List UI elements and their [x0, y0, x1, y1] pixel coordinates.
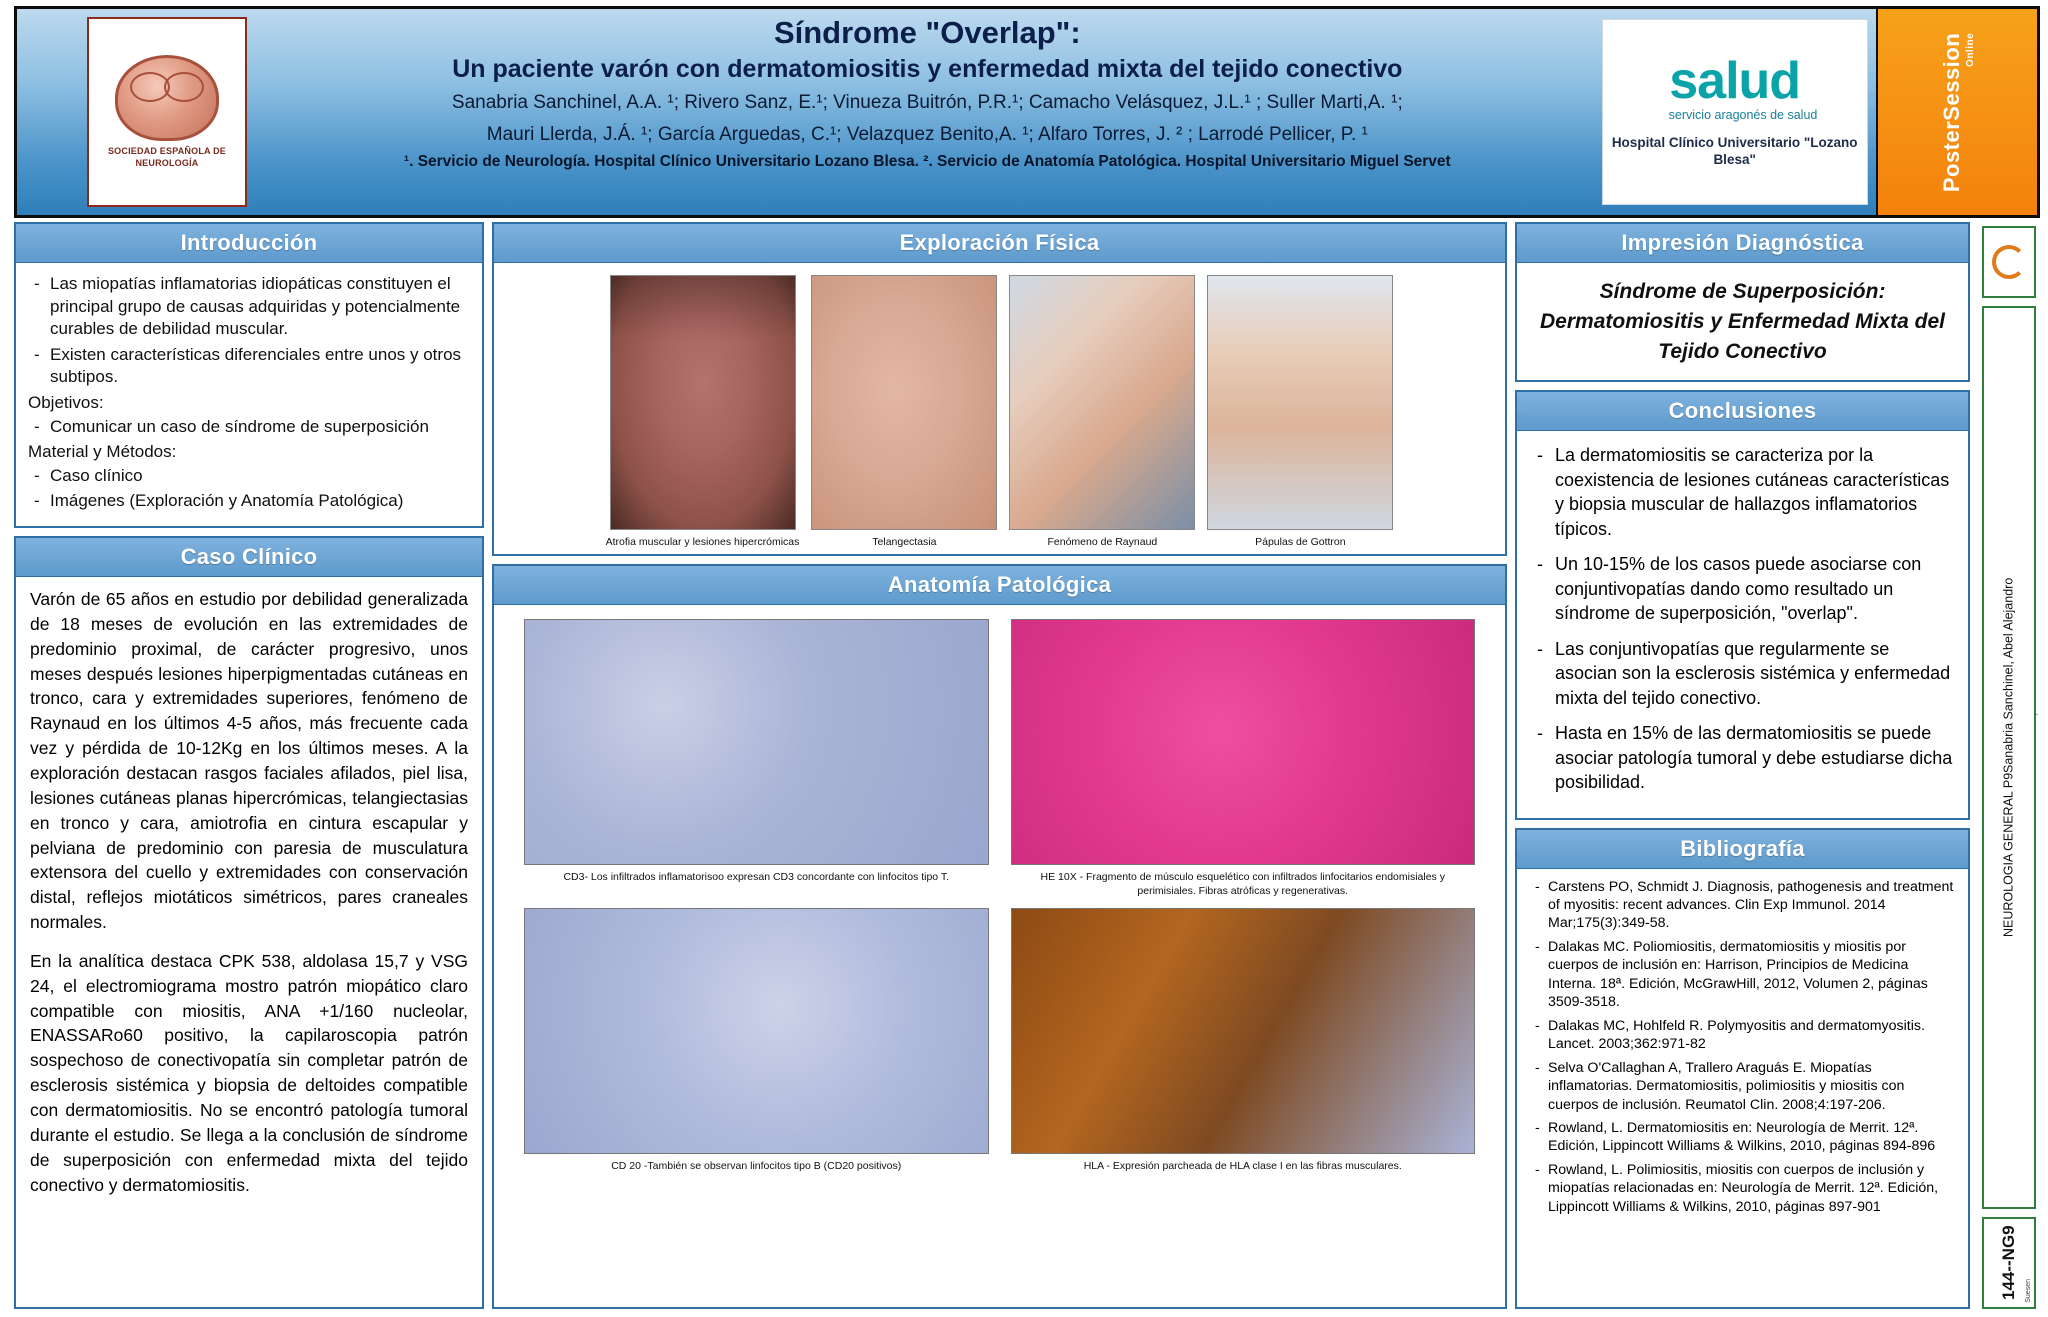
photo-atrofia: [610, 275, 796, 530]
conclusiones-body: [1517, 431, 1968, 817]
histology-cell: [524, 908, 989, 1174]
side-strip: [1978, 222, 2040, 1309]
poster-title-line1: Síndrome "Overlap":: [773, 15, 1081, 50]
panel-anatomia-patologica: [492, 564, 1507, 1309]
list-item: - Caso clínico: [28, 465, 470, 488]
impresion-text: Síndrome de Superposición: Dermatomiositis y Enfermedad Mixta del Tejido Conectivo: [1540, 280, 1945, 363]
caso-clinico-body: [16, 577, 482, 1205]
sen-logo-label: SOCIEDAD ESPAÑOLA DE NEUROLOGÍA: [107, 146, 226, 168]
anatomia-title: Anatomía Patológica: [494, 566, 1505, 605]
anatomia-image-grid: [494, 605, 1505, 1186]
authors-line-1: Sanabria Sanchinel, A.A. ¹; Rivero Sanz, E.¹; Vinueza Buitrón, P.R.¹; Camacho Velásquez, J.L.¹ ; Suller Marti,A. ¹;: [451, 92, 1403, 114]
poster-body: [0, 222, 2048, 1317]
left-column: [14, 222, 484, 1309]
impresion-title: Impresión Diagnóstica: [1517, 224, 1968, 263]
photo-cell: [606, 275, 800, 548]
title-block: [257, 9, 1598, 215]
list-item: - Rowland, L. Polimiositis, miositis con cuerpos de inclusión y miopatías relacionadas en: Neurología de Merrit. 12ª. Edición, Lippincott Williams & Wilkins, 2010, páginas 897-901: [1529, 1161, 1956, 1216]
poster-online-text: PosterSession: [1938, 32, 1964, 192]
histology-caption: HLA - Expresión parcheada de HLA clase I en las fibras musculares.: [1083, 1160, 1402, 1173]
photo-cell: [1207, 275, 1393, 548]
material-list: [28, 465, 470, 513]
sidebar-author: Sanabria Sanchinel, Abel Alejandro: [2001, 577, 2016, 774]
list-item: - Comunicar un caso de síndrome de superposición: [28, 416, 470, 439]
photo-cell: [1009, 275, 1195, 548]
objetivos-list: [28, 416, 470, 439]
histology-cell: [524, 619, 989, 898]
affiliations: ¹. Servicio de Neurología. Hospital Clínico Universitario Lozano Blesa. ². Servicio de Anatomía Patológica. Hospital Universitario Miguel Servet: [403, 153, 1451, 171]
list-item: - Carstens PO, Schmidt J. Diagnosis, pathogenesis and treatment of myositis: recent advances. Clin Exp Immunol. 2014 Mar;175(3):349-58.: [1529, 878, 1956, 933]
photo-raynaud: [1009, 275, 1195, 530]
caso-paragraph-2: En la analítica destaca CPK 538, aldolasa 15,7 y VSG 24, el electromiograma mostro patrón miopático claro compatible con miositis, ANA +1/160 nucleolar, ENASSARo60 positivo, la capilaroscopia patrón sospechoso de conectivopatía sin completar patrón de esclerosis sistémica y biopsia de deltoides compatible con dermatomiositis. No se encontró patología tumoral durante el estudio. Se llega a la conclusión de síndrome de superposición con enfermedad mixta del tejido conectivo y dermatomiositis.: [30, 950, 468, 1195]
sidebar-code: 144--NG9: [1982, 1217, 2036, 1309]
panel-exploracion-fisica: [492, 222, 1507, 556]
right-column: [1515, 222, 1970, 1309]
poster-online-banner: [1876, 9, 2037, 215]
photo-caption: Atrofia muscular y lesiones hipercrómicas: [605, 536, 800, 548]
histology-caption: HE 10X - Fragmento de músculo esquelético con infiltrados linfocitarios endomisiales y perimisiales. Fibras atróficas y regenerativas.: [1040, 871, 1445, 897]
panel-introduccion: [14, 222, 484, 528]
histology-hla: [1011, 908, 1476, 1154]
list-item: - Hasta en 15% de las dermatomiositis se puede asociar patología tumoral y debe estudiarse dicha posibilidad.: [1531, 721, 1954, 794]
photo-cell: [811, 275, 997, 548]
histology-cell: [1011, 908, 1476, 1174]
circle-logo-icon: [1992, 245, 2026, 279]
panel-impresion-diagnostica: [1515, 222, 1970, 382]
histology-cd3: [524, 619, 989, 865]
bibliografia-body: [1517, 869, 1968, 1231]
list-item: - Dalakas MC, Hohlfeld R. Polymyositis and dermatomyositis. Lancet. 2003;362:971-82: [1529, 1017, 1956, 1054]
introduccion-body: [16, 263, 482, 526]
exploracion-title: Exploración Física: [494, 224, 1505, 263]
poster-online-label: [1939, 32, 1976, 191]
conclusiones-title: Conclusiones: [1517, 392, 1968, 431]
photo-caption: Telangectasia: [872, 536, 937, 548]
salud-hospital-name: Hospital Clínico Universitario "Lozano Blesa": [1611, 135, 1858, 167]
list-item: - Las miopatías inflamatorias idiopáticas constituyen el principal grupo de causas adquiridas y potencialmente curables de debilidad muscular.: [28, 273, 470, 341]
histology-cell: [1011, 619, 1476, 898]
introduccion-bullets: [28, 273, 470, 389]
list-item: - Un 10-15% de los casos puede asociarse con conjuntivopatías dando como resultado un síndrome de superposición, "overlap".: [1531, 552, 1954, 625]
list-item: - La dermatomiositis se caracteriza por la coexistencia de lesiones cutáneas características y biopsia muscular de hallazgos inflamatorios típicos.: [1531, 443, 1954, 541]
photo-caption: Pápulas de Gottron: [1255, 536, 1346, 548]
list-item: - Dalakas MC. Poliomiositis, dermatomiositis y miositis por cuerpos de inclusión en: Harrison, Principios de Medicina Interna. 18ª. Edición, McGrawHill, 2012, Volumen 2, páginas 3509-3518.: [1529, 938, 1956, 1012]
caso-clinico-title: Caso Clínico: [16, 538, 482, 577]
sidebar-footer: Suesen: [2025, 1279, 2032, 1303]
panel-conclusiones: [1515, 390, 1970, 819]
poster-header: [14, 6, 2040, 218]
poster-title-line2: Un paciente varón con dermatomiositis y enfermedad mixta del tejido conectivo: [452, 54, 1403, 83]
histology-caption: CD 20 -También se observan linfocitos tipo B (CD20 positivos): [611, 1160, 902, 1173]
bibliografia-title: Bibliografía: [1517, 830, 1968, 869]
list-item: - Imágenes (Exploración y Anatomía Patológica): [28, 490, 470, 513]
photo-gottron: [1207, 275, 1393, 530]
histology-caption: CD3- Los infiltrados inflamatorisoo expresan CD3 concordante con linfocitos tipo T.: [563, 871, 950, 883]
list-item: - Rowland, L. Dermatomiositis en: Neurología de Merrit. 12ª. Edición, Lippincott Williams & Wilkins, 2010, páginas 894-896: [1529, 1119, 1956, 1156]
histology-cd20: [524, 908, 989, 1154]
exploracion-photos: [494, 263, 1505, 554]
brain-icon: [115, 55, 219, 141]
objetivos-label: Objetivos:: [28, 393, 104, 413]
material-label: Material y Métodos:: [28, 442, 177, 462]
panel-caso-clinico: [14, 536, 484, 1309]
sidebar-category: NEUROLOGIA GENERAL P9: [2001, 773, 2016, 938]
list-item: - Existen características diferenciales entre unos y otros subtipos.: [28, 344, 470, 389]
sen-logo: [87, 17, 247, 207]
bibliografia-list: [1529, 878, 1956, 1217]
photo-telangiectasia: [811, 275, 997, 530]
introduccion-title: Introducción: [16, 224, 482, 263]
caso-paragraph-1: Varón de 65 años en estudio por debilidad generalizada de 18 meses de evolución en las extremidades de predominio proximal, de carácter progresivo, unos meses después lesiones hiperpigmentadas cutáneas en tronco, cara y extremidades superiores, fenómeno de Raynaud en los últimos 4-5 años, más frecuente cada vez y pérdida de 10-12Kg en los últimos meses. A la exploración destacan rasgos faciales afilados, piel lisa, lesiones cutáneas planas hipercrómicas, telangiectasias en tronco y cara, amiotrofia en cintura escapular y pelviana de predominio con paresia de musculatura extensora del cuello y extremidades con conservación distal, reflejos miotáticos simétricos, pares craneales normales.: [30, 589, 468, 933]
list-item: - Las conjuntivopatías que regularmente se asocian son la esclerosis sistémica y enfermedad mixta del tejido conectivo.: [1531, 637, 1954, 710]
salud-logo: [1602, 19, 1868, 205]
salud-wordmark: salud: [1669, 52, 1801, 111]
sidebar-category-author: [1982, 306, 2036, 1209]
photo-caption: Fenómeno de Raynaud: [1047, 536, 1158, 548]
middle-column: [492, 222, 1507, 1309]
poster-online-subtext: Online: [1964, 32, 1976, 67]
conclusiones-list: [1531, 443, 1954, 794]
list-item: - Selva O'Callaghan A, Trallero Araguás E. Miopatías inflamatorias. Dermatomiositis, polimiositis y miositis con cuerpos de inclusión. Reumatol Clin. 2008;4:197-206.: [1529, 1059, 1956, 1114]
authors-line-2: Mauri Llerda, J.Á. ¹; García Arguedas, C.¹; Velazquez Benito,A. ¹; Alfaro Torres, J. ² ; Larrodé Pellicer, P. ¹: [486, 123, 1368, 145]
panel-bibliografia: [1515, 828, 1970, 1309]
salud-subtitle: servicio aragonés de salud: [1668, 108, 1818, 123]
histology-he10x: [1011, 619, 1476, 865]
congress-logo: [1982, 226, 2036, 298]
